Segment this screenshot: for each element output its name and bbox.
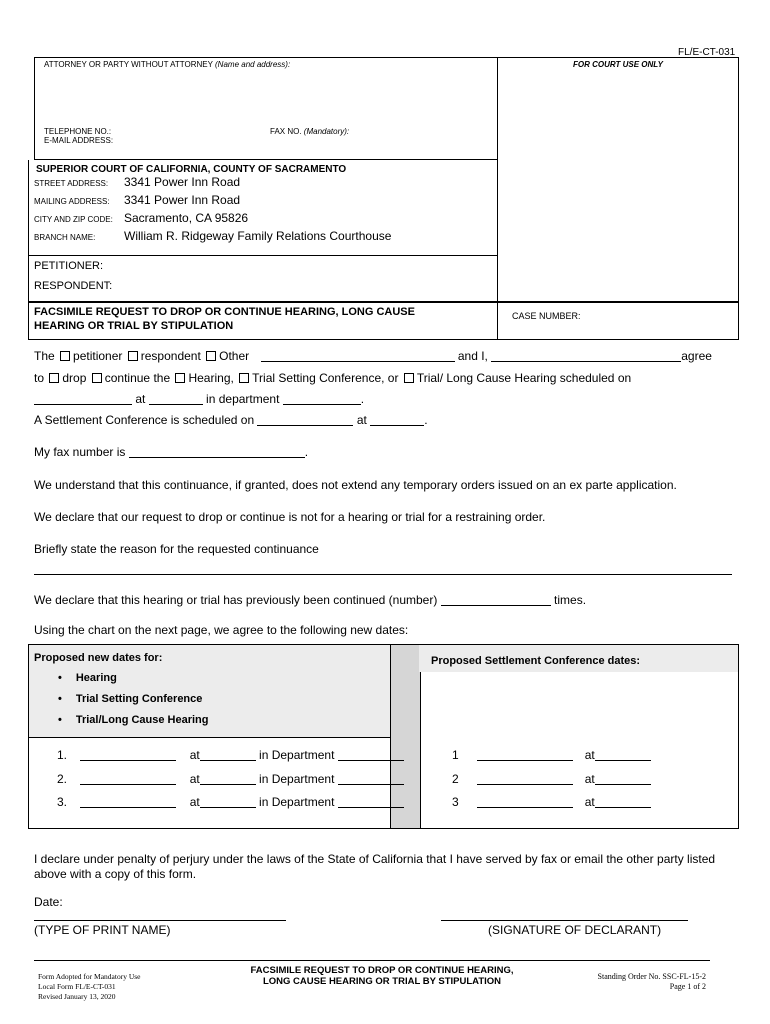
trial-long-text: Trial/ Long Cause Hearing scheduled on: [416, 371, 632, 385]
new-date-2-blank[interactable]: [80, 773, 176, 785]
fax-number-line: [34, 445, 308, 459]
department-blank[interactable]: [283, 393, 361, 405]
other-text: Other: [219, 349, 250, 363]
signature-line[interactable]: [441, 920, 688, 921]
previous-continued-text: We declare that this hearing or trial has previously been continued (number): [34, 593, 438, 607]
email-label: E-MAIL ADDRESS:: [44, 136, 114, 145]
footer-left: [38, 972, 140, 1002]
declaration-text-line2: above with a copy of this form.: [34, 867, 197, 881]
settlement-dates-header: Proposed Settlement Conference dates:: [431, 655, 641, 667]
form-title-line2: HEARING OR TRIAL BY STIPULATION: [34, 320, 234, 332]
other-checkbox[interactable]: [206, 351, 216, 361]
continue-checkbox[interactable]: [92, 373, 102, 383]
fax-number-text: My fax number is: [34, 445, 126, 459]
left-row-2: 2. at in Department: [57, 772, 404, 786]
settlement-line: [34, 413, 428, 427]
bullet-hearing: • Hearing: [58, 672, 117, 684]
settlement-new-date-1-blank[interactable]: [477, 749, 573, 761]
left-row-1: 1. at in Department: [57, 748, 404, 762]
right-row-3: 3 at: [452, 795, 651, 809]
settlement-text: A Settlement Conference is scheduled on: [34, 413, 255, 427]
agree-text: agree: [681, 349, 712, 363]
court-title: SUPERIOR COURT OF CALIFORNIA, COUNTY OF SACRAMENTO: [36, 164, 347, 175]
new-dept-1-blank[interactable]: [338, 749, 404, 761]
new-time-3-blank[interactable]: [200, 796, 256, 808]
at-text: at: [135, 392, 146, 406]
title-divider: [497, 302, 498, 340]
settlement-date-blank[interactable]: [257, 414, 353, 426]
other-party-blank[interactable]: [261, 350, 455, 362]
new-date-3-blank[interactable]: [80, 796, 176, 808]
court-label-mailing: MAILING ADDRESS:: [34, 197, 110, 206]
court-use-box: [497, 57, 739, 302]
fax-number-blank[interactable]: [129, 446, 305, 458]
footer-title-line1: FACSIMILE REQUEST TO DROP OR CONTINUE HEARING,: [250, 965, 514, 976]
court-value-city: Sacramento, CA 95826: [124, 211, 249, 225]
telephone-label: TELEPHONE NO.:: [44, 127, 112, 136]
petitioner-text: petitioner: [73, 349, 123, 363]
case-number-label: CASE NUMBER:: [512, 311, 581, 321]
and-i-text: and I,: [457, 349, 488, 363]
understand-statement: We understand that this continuance, if granted, does not extend any temporary orders issued on an ex parte application.: [34, 478, 677, 492]
petitioner-label: PETITIONER:: [34, 260, 104, 272]
to-text: to: [34, 371, 45, 385]
court-value-branch: William R. Ridgeway Family Relations Courthouse: [124, 229, 392, 243]
chart-intro: Using the chart on the next page, we agree to the following new dates:: [34, 623, 409, 637]
hearing-text: Hearing,: [188, 371, 234, 385]
scheduled-time-blank[interactable]: [149, 393, 203, 405]
right-row-1: 1 at: [452, 748, 651, 762]
left-header-divider: [29, 737, 390, 738]
settlement-time-blank[interactable]: [370, 414, 424, 426]
court-label-city: CITY AND ZIP CODE:: [34, 215, 113, 224]
footer-revised: Revised January 13, 2020: [38, 992, 116, 1001]
footer-title-line2: LONG CAUSE HEARING OR TRIAL BY STIPULATION: [262, 976, 502, 987]
fax-label: FAX NO. (Mandatory):: [270, 127, 350, 136]
settlement-new-time-3-blank[interactable]: [595, 796, 651, 808]
the-text: The: [34, 349, 55, 363]
hearing-checkbox[interactable]: [175, 373, 185, 383]
reason-blank[interactable]: [34, 574, 732, 575]
settlement-new-time-1-blank[interactable]: [595, 749, 651, 761]
drop-checkbox[interactable]: [49, 373, 59, 383]
trial-setting-checkbox[interactable]: [239, 373, 249, 383]
court-label-branch: BRANCH NAME:: [34, 233, 96, 242]
declare-not-statement: We declare that our request to drop or continue is not for a hearing or trial for a restraining order.: [34, 510, 546, 524]
court-value-mailing: 3341 Power Inn Road: [124, 193, 241, 207]
trial-long-cause-checkbox[interactable]: [404, 373, 414, 383]
declarant-name-blank[interactable]: [491, 350, 681, 362]
continue-text: continue the: [104, 371, 171, 385]
continued-count-blank[interactable]: [441, 594, 551, 606]
print-name-label: (TYPE OF PRINT NAME): [34, 923, 171, 937]
at-text: at: [356, 413, 367, 427]
petitioner-checkbox[interactable]: [60, 351, 70, 361]
new-date-1-blank[interactable]: [80, 749, 176, 761]
new-dept-3-blank[interactable]: [338, 796, 404, 808]
footer-rule: [34, 960, 710, 961]
times-text: times.: [554, 593, 587, 607]
date-label: Date:: [34, 895, 63, 909]
new-time-1-blank[interactable]: [200, 749, 256, 761]
parties-line: [34, 349, 712, 363]
reason-prompt: Briefly state the reason for the requested continuance: [34, 542, 319, 556]
trial-setting-text: Trial Setting Conference, or: [252, 371, 399, 385]
period-text: .: [304, 445, 309, 459]
footer-right: [560, 972, 706, 992]
signature-label: (SIGNATURE OF DECLARANT): [488, 923, 662, 937]
scheduled-date-blank[interactable]: [34, 393, 132, 405]
footer-title: [232, 965, 532, 987]
settlement-new-date-2-blank[interactable]: [477, 773, 573, 785]
print-name-line[interactable]: [34, 920, 286, 921]
form-title-line1: FACSIMILE REQUEST TO DROP OR CONTINUE HEARING, LONG CAUSE: [34, 306, 415, 318]
respondent-checkbox[interactable]: [128, 351, 138, 361]
form-id: FL/E-CT-031: [678, 47, 736, 58]
respondent-label: RESPONDENT:: [34, 280, 113, 292]
standing-order: Standing Order No. SSC-FL-15-2: [597, 972, 706, 981]
in-department-text: in department: [206, 392, 280, 406]
court-value-street: 3341 Power Inn Road: [124, 175, 241, 189]
footer-adopted: Form Adopted for Mandatory Use: [38, 972, 141, 981]
previous-continued-line: [34, 593, 586, 607]
right-row-2: 2 at: [452, 772, 651, 786]
respondent-text: respondent: [140, 349, 201, 363]
bullet-trial-setting: • Trial Setting Conference: [58, 693, 203, 705]
court-label-street: STREET ADDRESS:: [34, 179, 109, 188]
proposed-dates-header: Proposed new dates for:: [34, 652, 163, 664]
settlement-new-time-2-blank[interactable]: [595, 773, 651, 785]
drop-text: drop: [62, 371, 87, 385]
footer-local-form: Local Form FL/E-CT-031: [38, 982, 116, 991]
schedule-line: [34, 392, 364, 406]
action-line: [34, 371, 631, 385]
period-text: .: [360, 392, 365, 406]
declaration-text-line1: I declare under penalty of perjury under the laws of the State of California that I have served by fax or email the other party listed: [34, 852, 716, 866]
bullet-trial-long: • Trial/Long Cause Hearing: [58, 714, 209, 726]
new-time-2-blank[interactable]: [200, 773, 256, 785]
settlement-new-date-3-blank[interactable]: [477, 796, 573, 808]
new-dept-2-blank[interactable]: [338, 773, 404, 785]
attorney-label: ATTORNEY OR PARTY WITHOUT ATTORNEY (Name and address):: [44, 60, 291, 69]
left-row-3: 3. at in Department: [57, 795, 404, 809]
page-number: Page 1 of 2: [669, 982, 706, 991]
court-use-label: FOR COURT USE ONLY: [573, 60, 663, 69]
period-text: .: [424, 413, 428, 427]
